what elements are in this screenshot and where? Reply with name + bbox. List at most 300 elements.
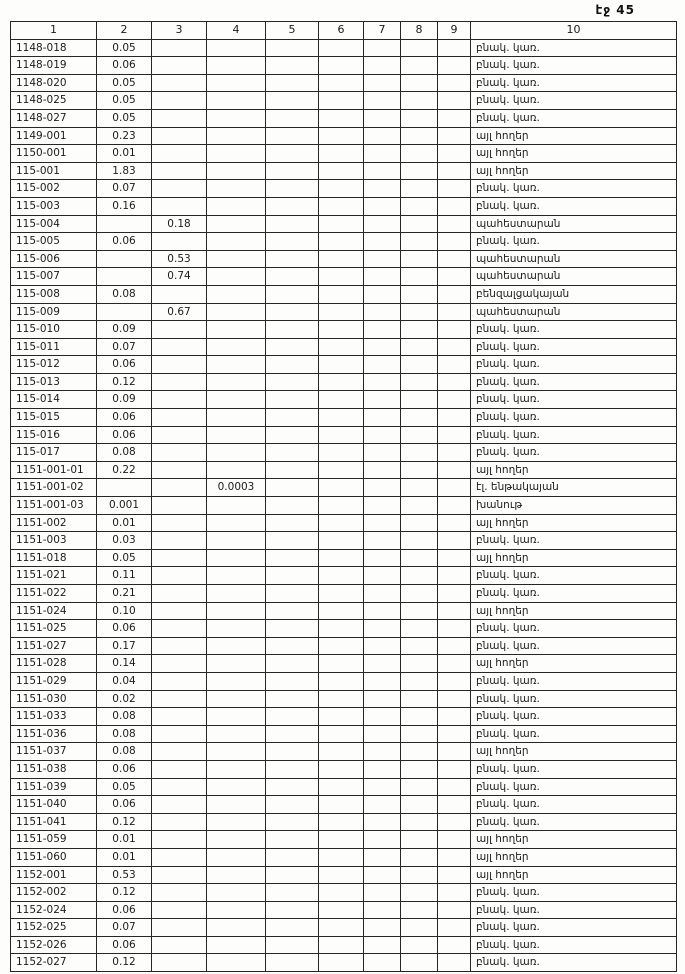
table-cell	[364, 145, 401, 163]
column-header: 6	[319, 22, 364, 40]
table-cell	[207, 778, 266, 796]
table-cell	[152, 549, 207, 567]
table-cell	[438, 620, 471, 638]
table-cell	[401, 303, 438, 321]
table-cell	[319, 409, 364, 427]
table-cell	[364, 655, 401, 673]
table-cell: 0.09	[97, 321, 152, 339]
table-cell	[152, 233, 207, 251]
table-cell	[152, 690, 207, 708]
table-cell	[364, 919, 401, 937]
table-cell	[319, 901, 364, 919]
table-cell	[266, 725, 319, 743]
table-row	[11, 778, 677, 796]
table-cell: բնակ. կառ.	[471, 708, 677, 726]
table-cell	[438, 954, 471, 972]
table-cell	[207, 233, 266, 251]
table-cell	[207, 127, 266, 145]
table-cell: 1151-018	[11, 549, 97, 567]
table-cell: բնակ. կառ.	[471, 92, 677, 110]
table-cell	[207, 637, 266, 655]
table-cell: 1151-041	[11, 813, 97, 831]
table-cell	[438, 285, 471, 303]
table-cell: 0.05	[97, 549, 152, 567]
table-cell: 1151-027	[11, 637, 97, 655]
column-header: 1	[11, 22, 97, 40]
table-cell	[207, 74, 266, 92]
table-cell	[401, 725, 438, 743]
table-cell	[401, 145, 438, 163]
table-cell: 0.07	[97, 919, 152, 937]
table-cell	[364, 444, 401, 462]
table-row	[11, 954, 677, 972]
table-cell	[401, 567, 438, 585]
table-row	[11, 409, 677, 427]
table-cell: բնակ. կառ.	[471, 796, 677, 814]
table-cell	[207, 954, 266, 972]
table-cell	[207, 620, 266, 638]
table-cell	[152, 57, 207, 75]
table-row	[11, 321, 677, 339]
table-cell	[152, 461, 207, 479]
table-row	[11, 760, 677, 778]
table-cell	[319, 796, 364, 814]
table-cell	[438, 848, 471, 866]
table-cell	[266, 549, 319, 567]
table-cell	[152, 497, 207, 515]
table-cell	[364, 514, 401, 532]
table-cell	[207, 444, 266, 462]
table-cell	[364, 338, 401, 356]
table-cell	[207, 532, 266, 550]
table-row	[11, 848, 677, 866]
table-cell	[266, 672, 319, 690]
table-cell	[266, 743, 319, 761]
table-cell	[152, 285, 207, 303]
table-cell	[438, 268, 471, 286]
table-cell	[207, 585, 266, 603]
table-cell	[438, 109, 471, 127]
table-cell	[152, 409, 207, 427]
table-cell	[207, 303, 266, 321]
table-row	[11, 549, 677, 567]
table-cell	[319, 620, 364, 638]
table-cell	[438, 919, 471, 937]
table-cell: խանութ	[471, 497, 677, 515]
table-cell: 0.0003	[207, 479, 266, 497]
column-header: 8	[401, 22, 438, 40]
table-row	[11, 444, 677, 462]
table-cell: բենզալցակայան	[471, 285, 677, 303]
table-cell	[207, 92, 266, 110]
table-cell	[207, 760, 266, 778]
table-cell	[266, 250, 319, 268]
table-cell	[97, 303, 152, 321]
table-cell	[152, 884, 207, 902]
table-row	[11, 145, 677, 163]
table-cell	[438, 215, 471, 233]
table-cell	[364, 391, 401, 409]
table-cell	[364, 39, 401, 57]
table-cell	[364, 848, 401, 866]
table-cell	[266, 655, 319, 673]
table-cell	[319, 250, 364, 268]
table-cell	[401, 180, 438, 198]
table-cell	[438, 197, 471, 215]
table-cell	[364, 303, 401, 321]
table-cell	[152, 444, 207, 462]
table-cell	[207, 848, 266, 866]
table-cell	[401, 901, 438, 919]
table-cell: 0.001	[97, 497, 152, 515]
table-cell	[364, 233, 401, 251]
table-cell	[266, 567, 319, 585]
table-cell	[319, 813, 364, 831]
table-cell: 1151-029	[11, 672, 97, 690]
table-cell: 115-010	[11, 321, 97, 339]
table-cell	[364, 497, 401, 515]
table-cell	[152, 39, 207, 57]
table-cell	[401, 708, 438, 726]
table-cell: 1150-001	[11, 145, 97, 163]
table-cell	[207, 831, 266, 849]
table-cell	[438, 145, 471, 163]
table-cell: այլ հողեր	[471, 831, 677, 849]
table-cell	[364, 57, 401, 75]
table-cell: 1152-025	[11, 919, 97, 937]
table-cell	[207, 39, 266, 57]
table-row	[11, 39, 677, 57]
table-cell	[401, 866, 438, 884]
table-cell	[401, 92, 438, 110]
table-cell: այլ հողեր	[471, 127, 677, 145]
table-cell: 0.23	[97, 127, 152, 145]
table-cell: բնակ. կառ.	[471, 233, 677, 251]
table-cell	[152, 831, 207, 849]
table-cell	[364, 162, 401, 180]
table-cell: 115-014	[11, 391, 97, 409]
table-cell	[319, 848, 364, 866]
table-cell	[401, 760, 438, 778]
table-cell: բնակ. կառ.	[471, 620, 677, 638]
table-cell: 115-017	[11, 444, 97, 462]
table-cell	[319, 57, 364, 75]
table-cell: 0.06	[97, 409, 152, 427]
table-cell: բնակ. կառ.	[471, 338, 677, 356]
table-cell	[207, 708, 266, 726]
table-row	[11, 866, 677, 884]
table-cell	[152, 602, 207, 620]
table-cell: 0.01	[97, 831, 152, 849]
table-body	[11, 39, 677, 971]
table-row	[11, 127, 677, 145]
table-cell: 0.06	[97, 426, 152, 444]
column-header: 3	[152, 22, 207, 40]
table-cell	[207, 426, 266, 444]
table-cell: 1152-002	[11, 884, 97, 902]
table-cell	[207, 250, 266, 268]
table-cell	[266, 197, 319, 215]
table-cell: 0.06	[97, 901, 152, 919]
table-cell: 1151-025	[11, 620, 97, 638]
table-cell: 115-013	[11, 373, 97, 391]
table-cell	[266, 215, 319, 233]
table-cell	[364, 426, 401, 444]
table-cell	[364, 778, 401, 796]
table-cell	[438, 936, 471, 954]
table-cell	[266, 426, 319, 444]
table-cell	[319, 162, 364, 180]
table-cell	[364, 813, 401, 831]
table-cell	[266, 884, 319, 902]
table-cell: 1151-038	[11, 760, 97, 778]
table-header	[11, 22, 677, 40]
table-cell	[438, 479, 471, 497]
table-row	[11, 250, 677, 268]
table-cell	[152, 637, 207, 655]
table-cell	[319, 92, 364, 110]
table-cell	[207, 356, 266, 374]
table-cell	[438, 602, 471, 620]
table-cell	[207, 514, 266, 532]
table-cell	[364, 954, 401, 972]
table-cell: 1151-033	[11, 708, 97, 726]
table-cell: այլ հողեր	[471, 866, 677, 884]
table-cell	[401, 796, 438, 814]
table-cell	[438, 585, 471, 603]
table-cell	[438, 57, 471, 75]
table-cell: բնակ. կառ.	[471, 936, 677, 954]
table-row	[11, 585, 677, 603]
table-cell: 0.06	[97, 936, 152, 954]
table-cell	[152, 813, 207, 831]
table-cell: 0.14	[97, 655, 152, 673]
table-cell: 1152-027	[11, 954, 97, 972]
table-cell: 1151-060	[11, 848, 97, 866]
table-cell	[401, 778, 438, 796]
table-cell: 0.53	[152, 250, 207, 268]
table-cell	[152, 655, 207, 673]
table-cell	[364, 866, 401, 884]
table-cell: բնակ. կառ.	[471, 954, 677, 972]
table-cell: 1152-024	[11, 901, 97, 919]
table-cell: այլ հողեր	[471, 655, 677, 673]
table-cell: բնակ. կառ.	[471, 760, 677, 778]
table-row	[11, 74, 677, 92]
table-cell	[152, 391, 207, 409]
table-cell	[401, 373, 438, 391]
table-cell	[401, 233, 438, 251]
table-cell	[319, 39, 364, 57]
table-cell	[152, 356, 207, 374]
table-cell	[401, 954, 438, 972]
table-row	[11, 268, 677, 286]
table-cell	[319, 725, 364, 743]
table-cell	[207, 285, 266, 303]
table-cell: 0.07	[97, 338, 152, 356]
table-cell	[319, 637, 364, 655]
table-cell	[401, 338, 438, 356]
table-cell	[438, 373, 471, 391]
table-cell	[207, 145, 266, 163]
table-row	[11, 672, 677, 690]
table-cell	[364, 602, 401, 620]
table-cell	[207, 391, 266, 409]
table-cell	[364, 620, 401, 638]
table-cell	[152, 672, 207, 690]
table-cell	[266, 74, 319, 92]
table-cell	[266, 479, 319, 497]
table-cell	[266, 620, 319, 638]
table-cell	[401, 268, 438, 286]
table-cell	[438, 303, 471, 321]
table-cell: 0.03	[97, 532, 152, 550]
table-cell	[152, 954, 207, 972]
table-cell: 1151-059	[11, 831, 97, 849]
table-cell	[207, 655, 266, 673]
table-cell	[207, 180, 266, 198]
table-cell	[401, 127, 438, 145]
table-cell	[364, 831, 401, 849]
table-row	[11, 338, 677, 356]
table-cell	[438, 321, 471, 339]
table-cell: 1149-001	[11, 127, 97, 145]
table-cell	[207, 197, 266, 215]
table-cell	[152, 778, 207, 796]
table-cell	[266, 778, 319, 796]
table-row	[11, 743, 677, 761]
table-cell	[438, 409, 471, 427]
table-cell	[319, 479, 364, 497]
table-cell: պահեստարան	[471, 215, 677, 233]
table-cell: բնակ. կառ.	[471, 532, 677, 550]
table-cell: բնակ. կառ.	[471, 57, 677, 75]
table-cell: 0.17	[97, 637, 152, 655]
table-cell	[266, 708, 319, 726]
table-cell: 1151-003	[11, 532, 97, 550]
table-cell	[401, 813, 438, 831]
table-cell	[266, 514, 319, 532]
table-cell	[97, 250, 152, 268]
table-cell	[319, 426, 364, 444]
table-cell	[319, 884, 364, 902]
table-cell: պահեստարան	[471, 268, 677, 286]
table-cell	[364, 549, 401, 567]
table-cell	[266, 338, 319, 356]
table-cell	[438, 778, 471, 796]
table-cell	[152, 620, 207, 638]
table-cell: 1151-030	[11, 690, 97, 708]
table-cell	[152, 919, 207, 937]
table-cell	[319, 444, 364, 462]
table-cell: բնակ. կառ.	[471, 919, 677, 937]
table-cell	[152, 479, 207, 497]
table-cell	[266, 268, 319, 286]
table-cell	[266, 356, 319, 374]
table-cell	[207, 672, 266, 690]
table-cell: 0.12	[97, 954, 152, 972]
table-cell: բնակ. կառ.	[471, 197, 677, 215]
table-cell	[266, 954, 319, 972]
table-cell	[401, 321, 438, 339]
table-cell	[438, 567, 471, 585]
table-cell	[319, 303, 364, 321]
table-cell: 0.08	[97, 725, 152, 743]
table-row	[11, 690, 677, 708]
table-cell: 0.09	[97, 391, 152, 409]
table-cell	[364, 708, 401, 726]
table-cell	[152, 109, 207, 127]
table-cell: բնակ. կառ.	[471, 373, 677, 391]
table-cell: 0.21	[97, 585, 152, 603]
table-cell	[319, 954, 364, 972]
table-cell	[207, 866, 266, 884]
table-row	[11, 479, 677, 497]
table-cell: 115-008	[11, 285, 97, 303]
table-cell	[266, 409, 319, 427]
table-cell: 115-005	[11, 233, 97, 251]
land-parcel-table	[10, 21, 677, 972]
table-cell: 115-001	[11, 162, 97, 180]
table-row	[11, 901, 677, 919]
table-cell	[266, 690, 319, 708]
table-cell	[207, 409, 266, 427]
table-cell	[266, 127, 319, 145]
table-cell	[266, 813, 319, 831]
table-cell: 1151-021	[11, 567, 97, 585]
table-cell	[364, 725, 401, 743]
table-cell: 1152-026	[11, 936, 97, 954]
table-cell	[319, 567, 364, 585]
table-cell	[364, 461, 401, 479]
table-row	[11, 514, 677, 532]
table-cell: 0.04	[97, 672, 152, 690]
table-cell	[207, 936, 266, 954]
table-cell: 1151-036	[11, 725, 97, 743]
table-cell: բնակ. կառ.	[471, 391, 677, 409]
table-cell	[438, 39, 471, 57]
table-cell	[319, 356, 364, 374]
table-cell: 0.05	[97, 74, 152, 92]
table-cell	[152, 127, 207, 145]
table-cell	[438, 127, 471, 145]
table-cell	[401, 197, 438, 215]
table-cell: այլ հողեր	[471, 848, 677, 866]
table-cell: պահեստարան	[471, 250, 677, 268]
table-cell: բնակ. կառ.	[471, 356, 677, 374]
table-cell	[319, 549, 364, 567]
table-cell	[401, 655, 438, 673]
table-row	[11, 285, 677, 303]
table-cell	[266, 233, 319, 251]
table-cell	[401, 57, 438, 75]
table-cell	[438, 356, 471, 374]
table-cell: 0.08	[97, 444, 152, 462]
table-cell: բնակ. կառ.	[471, 690, 677, 708]
table-cell	[152, 796, 207, 814]
column-header: 2	[97, 22, 152, 40]
table-cell	[401, 602, 438, 620]
table-cell: 0.08	[97, 708, 152, 726]
table-cell	[401, 936, 438, 954]
table-cell: այլ հողեր	[471, 461, 677, 479]
table-cell	[319, 197, 364, 215]
table-cell	[438, 162, 471, 180]
table-cell	[207, 743, 266, 761]
table-cell	[319, 760, 364, 778]
table-row	[11, 532, 677, 550]
table-cell	[401, 444, 438, 462]
